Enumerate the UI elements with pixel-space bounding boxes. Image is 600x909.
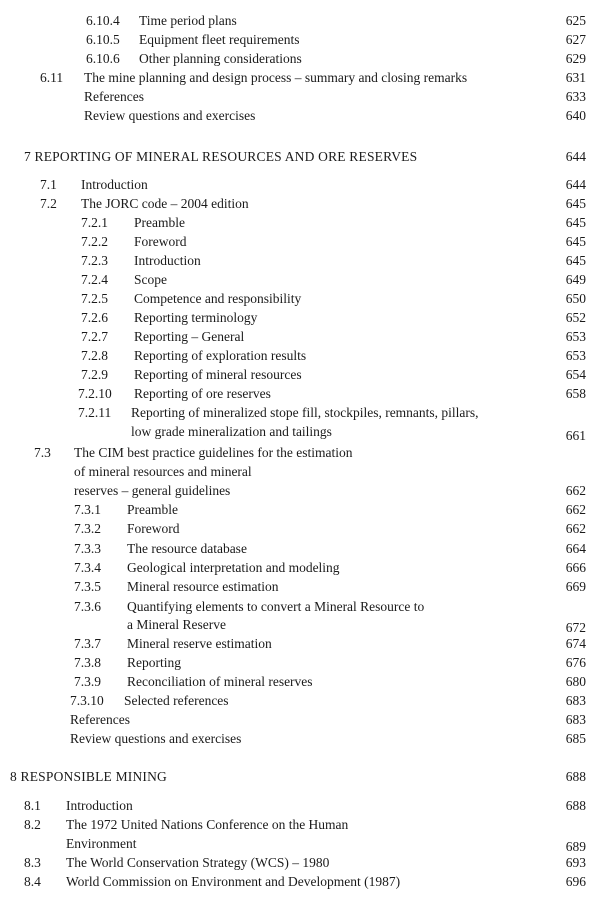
toc-line [0,539,600,558]
toc-title: The JORC code – 2004 edition [81,196,249,211]
toc-number: 7.3.9 [74,674,101,689]
toc-title: Preamble [127,502,178,517]
toc-page-number: 631 [565,70,586,85]
toc-number: 7.2.10 [78,386,112,401]
toc-title: References [70,712,130,727]
toc-line [0,30,600,49]
toc-number: 7.2.8 [81,348,108,363]
toc-number: 7.3.10 [70,693,104,708]
toc-page-number: 654 [565,367,586,382]
toc-page-number: 661 [565,428,586,443]
toc-number: 7.3.8 [74,655,101,670]
toc-number: 8.3 [24,855,41,870]
toc-line [0,175,600,194]
toc-number: 7.2.5 [81,291,108,306]
toc-line [0,710,600,729]
toc-number: 7.2.4 [81,272,108,287]
toc-number: 6.11 [40,70,64,85]
toc-line [0,577,600,596]
chapter-title: 7 REPORTING OF MINERAL RESOURCES AND ORE RESERVES [24,149,418,164]
toc-page-number: 652 [565,310,586,325]
toc-line [0,729,600,748]
toc-line [0,500,600,519]
toc-page-number: 662 [565,521,586,536]
toc-page-number: 644 [565,149,586,164]
toc-page-number: 629 [565,51,586,66]
toc-title: Introduction [66,798,133,813]
toc-page-number: 669 [565,579,586,594]
toc-page-number: 662 [565,483,586,498]
toc-number: 7.3 [34,445,51,460]
toc-title: Mineral reserve estimation [127,636,272,651]
toc-title: Foreword [134,234,187,249]
toc-page-number: 676 [565,655,586,670]
toc-title: Scope [134,272,167,287]
toc-line [0,691,600,710]
toc-line [0,232,600,251]
toc-number: 7.3.2 [74,521,101,536]
toc-line [0,672,600,691]
toc-number: 7.2.2 [81,234,108,249]
toc-title: Review questions and exercises [84,108,256,123]
toc-title: Review questions and exercises [70,731,242,746]
toc-line [0,49,600,68]
toc-title: References [84,89,144,104]
toc-title: Other planning considerations [139,51,302,66]
toc-number: 7.2.3 [81,253,108,268]
chapter-heading [0,147,600,166]
toc-page-number: 674 [565,636,586,651]
toc-line [0,251,600,270]
toc-page-number: 625 [565,13,586,28]
toc-line [0,653,600,672]
toc-line [0,834,600,853]
toc-title: The 1972 United Nations Conference on the Human [66,817,349,832]
toc-line [0,796,600,815]
toc-number: 8.1 [24,798,41,813]
toc-title: reserves – general guidelines [74,483,231,498]
toc-line [0,289,600,308]
toc-page-number: 680 [565,674,586,689]
toc-page-number: 683 [565,712,586,727]
toc-page-number: 644 [565,177,586,192]
toc-title: The mine planning and design process – summary and closing remarks [84,70,468,85]
toc-number: 7.3.7 [74,636,101,651]
toc-line [0,519,600,538]
toc-title: Reporting of exploration results [134,348,307,363]
toc-line [0,87,600,106]
toc-page-number: 666 [565,560,586,575]
toc-title: Reporting of mineral resources [134,367,302,382]
toc-number: 7.2.11 [78,405,112,420]
toc-number: 7.2.9 [81,367,108,382]
toc-title: Preamble [134,215,185,230]
toc-line [0,384,600,403]
toc-page-number: 696 [565,874,586,889]
toc-page-number: 645 [565,215,586,230]
toc-title: Reporting terminology [134,310,258,325]
toc-page-number: 653 [565,348,586,363]
chapter-heading [0,767,600,786]
toc-number: 6.10.5 [86,32,120,47]
toc-line [0,308,600,327]
toc-number: 8.2 [24,817,41,832]
toc-line [0,634,600,653]
toc-number: 7.2.6 [81,310,108,325]
toc-line [0,853,600,872]
toc-number: 7.2.7 [81,329,108,344]
toc-page-number: 640 [565,108,586,123]
toc-title: Equipment fleet requirements [139,32,300,47]
toc-title: Introduction [134,253,201,268]
toc-number: 6.10.6 [86,51,120,66]
toc-title: The CIM best practice guidelines for the estimation [74,445,353,460]
toc-title: Introduction [81,177,148,192]
toc-number: 7.2.1 [81,215,108,230]
toc-page-number: 662 [565,502,586,517]
toc-title: Reporting of mineralized stope fill, stockpiles, remnants, pillars, [131,405,479,420]
toc-page-number: 645 [565,253,586,268]
toc-line [0,403,600,422]
toc-page-number: 672 [565,620,586,635]
toc-number: 7.2 [40,196,57,211]
toc-page-number: 653 [565,329,586,344]
toc-title: Reporting of ore reserves [134,386,271,401]
toc-line [0,422,600,441]
toc-page-number: 645 [565,196,586,211]
toc-line [0,815,600,834]
toc-page-number: 693 [565,855,586,870]
toc-title: Foreword [127,521,180,536]
toc-title: Competence and responsibility [134,291,302,306]
toc-number: 8.4 [24,874,41,889]
toc-page-number: 683 [565,693,586,708]
toc-line [0,11,600,30]
toc-number: 7.1 [40,177,57,192]
toc-page-number: 664 [565,541,586,556]
toc-title: Geological interpretation and modeling [127,560,340,575]
toc-title: of mineral resources and mineral [74,464,252,479]
toc-page-number: 627 [565,32,586,47]
toc-line [0,365,600,384]
toc-title: World Commission on Environment and Development (1987) [66,874,401,889]
toc-title: a Mineral Reserve [127,617,226,632]
toc-page-number: 645 [565,234,586,249]
toc-line [0,327,600,346]
toc-line [0,443,600,462]
toc-line [0,213,600,232]
toc-line [0,194,600,213]
toc-page-number: 689 [565,839,586,854]
toc-page-number: 658 [565,386,586,401]
toc-number: 7.3.4 [74,560,101,575]
toc-title: Reconciliation of mineral reserves [127,674,313,689]
toc-line [0,597,600,616]
toc-line [0,481,600,500]
toc-title: Quantifying elements to convert a Mineral Resource to [127,599,425,614]
toc-line [0,68,600,87]
toc-number: 7.3.1 [74,502,101,517]
toc-title: Environment [66,836,137,851]
toc-page-number: 685 [565,731,586,746]
toc-title: Reporting [127,655,181,670]
toc-number: 7.3.6 [74,599,101,614]
toc-title: Time period plans [139,13,237,28]
toc-title: Selected references [124,693,229,708]
toc-number: 7.3.5 [74,579,101,594]
toc-page-number: 650 [565,291,586,306]
toc-page-number: 649 [565,272,586,287]
toc-line [0,872,600,891]
toc-title: The World Conservation Strategy (WCS) – 1980 [66,855,330,870]
toc-line [0,615,600,634]
toc-title: Mineral resource estimation [127,579,279,594]
toc-title: The resource database [127,541,247,556]
toc-title: Reporting – General [134,329,245,344]
toc-number: 6.10.4 [86,13,120,28]
toc-page-number: 688 [565,769,586,784]
toc-title: low grade mineralization and tailings [131,424,332,439]
toc-line [0,106,600,125]
toc-page-number: 633 [565,89,586,104]
chapter-title: 8 RESPONSIBLE MINING [10,769,168,784]
toc-line [0,346,600,365]
toc-line [0,558,600,577]
toc-line [0,462,600,481]
toc-number: 7.3.3 [74,541,101,556]
toc-page-number: 688 [565,798,586,813]
toc-line [0,270,600,289]
